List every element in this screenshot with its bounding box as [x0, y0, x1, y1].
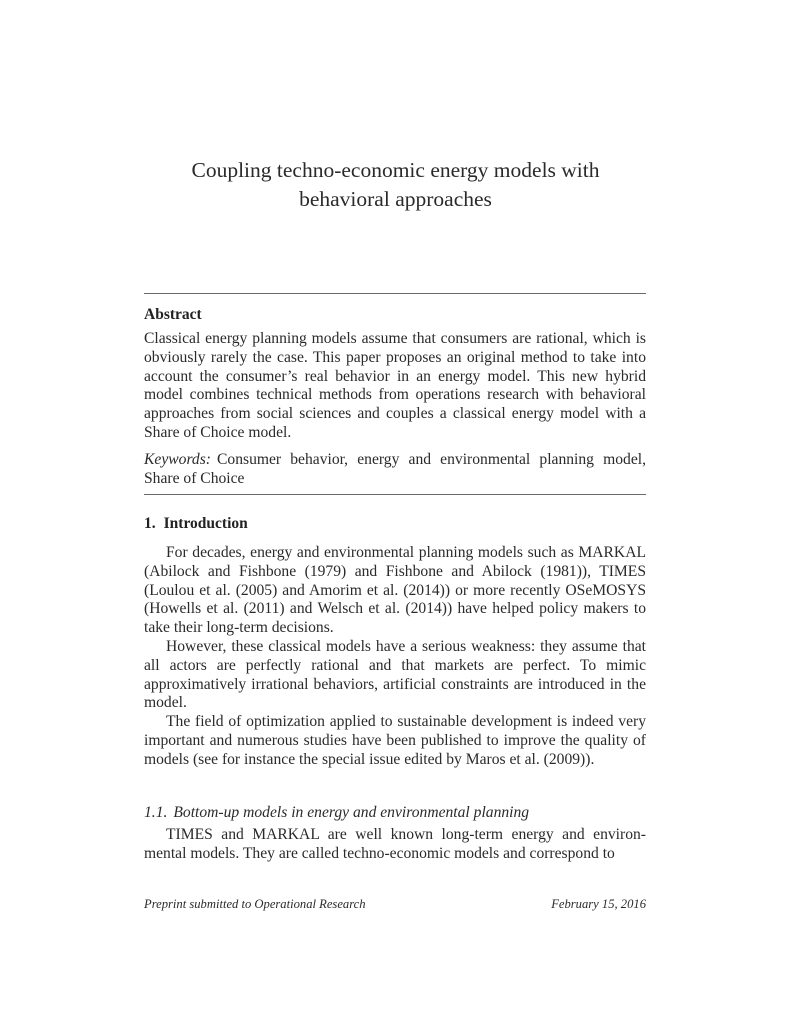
keywords-label: Keywords: [144, 451, 211, 468]
page-footer [144, 896, 646, 912]
subsection-title: Bottom-up models in energy and environmental planning [173, 804, 530, 821]
paper-title [100, 156, 691, 214]
keywords-text: Consumer behavior, energy and environmental planning model, Share of Choice [144, 451, 646, 487]
section-heading-introduction [144, 515, 646, 533]
paragraph: However, these classical models have a serious weakness: they assume that all actors are perfectly rational and that markets are perfect. To mimic approximatively irrational behaviors, artificial constraints are introduced in the model. [144, 637, 646, 712]
subsection-heading [144, 804, 646, 822]
abstract-bottom-rule [144, 494, 646, 495]
abstract-top-rule [144, 293, 646, 294]
section-title: Introduction [163, 515, 248, 532]
paragraph: For decades, energy and environmental planning models such as MARKAL (Abilock and Fishbone (1979) and Fishbone and Abilock (1981)), TIMES (Loulou et al. (2005) and Amorim et al. (2014)) or more recently OSeMOSYS (Howells et al. (2011) and Welsch et al. (2014)) have helped policy makers to take their long-term decisions. [144, 544, 646, 637]
introduction-body [144, 544, 646, 770]
keywords [144, 451, 646, 489]
abstract-body [144, 330, 646, 443]
paragraph: TIMES and MARKAL are well known long-term energy and environ-mental models. They are called techno-economic models and correspond to [144, 826, 646, 862]
title-line-1: Coupling techno-economic energy models with [191, 158, 600, 182]
title-line-2: behavioral approaches [299, 187, 492, 211]
abstract-text: Classical energy planning models assume that consumers are rational, which is obviously rarely the case. This paper proposes an original method to take into account the consumer’s real behavior in an energy model. This new hybrid model combines technical methods from operations research with behavioral approaches from social sciences and couples a classical energy model with a Share of Choice model. [144, 330, 646, 441]
section-number: 1. [144, 515, 156, 532]
abstract-heading: Abstract [144, 306, 202, 323]
subsection-number: 1.1. [144, 804, 168, 821]
subsection-body [144, 826, 646, 864]
footer-date: February 15, 2016 [551, 897, 646, 911]
paragraph: The field of optimization applied to sustainable development is indeed very important and numerous studies have been published to improve the quality of models (see for instance the special issue edited by Maros et al. (2009)). [144, 713, 646, 768]
footer-preprint-note: Preprint submitted to Operational Research [144, 897, 366, 911]
